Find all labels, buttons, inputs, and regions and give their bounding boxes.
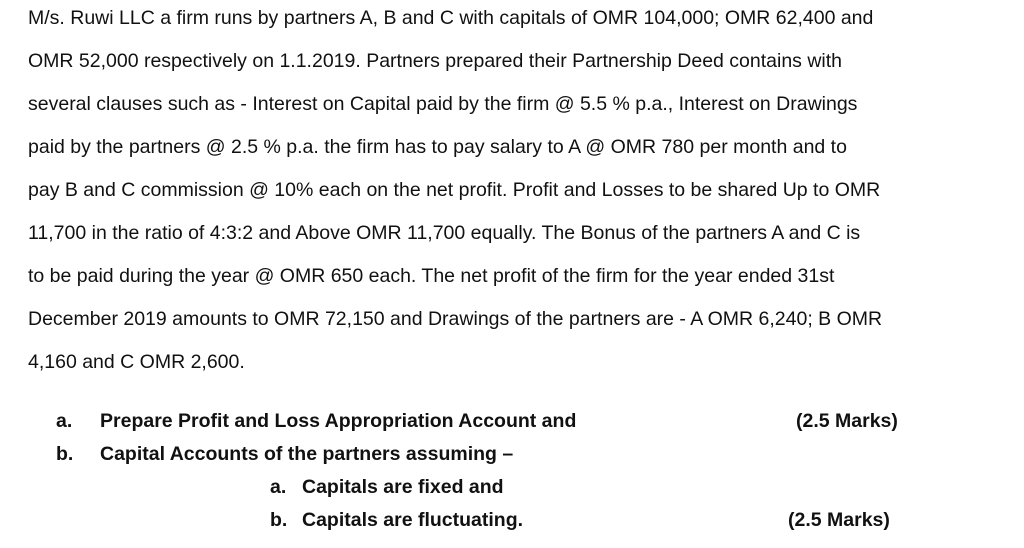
question-b-marks: (2.5 Marks) <box>788 509 890 531</box>
paragraph-line: pay B and C commission @ 10% each on the net profit. Profit and Losses to be shared Up to OMR <box>28 179 881 201</box>
question-a-marker: a. <box>56 410 73 432</box>
question-b-marker: b. <box>56 443 74 465</box>
question-b-text: Capital Accounts of the partners assuming – <box>100 443 514 465</box>
paragraph-line: several clauses such as - Interest on Capital paid by the firm @ 5.5 % p.a., Interest on Drawings <box>28 93 858 115</box>
question-a-text: Prepare Profit and Loss Appropriation Account and <box>100 410 577 432</box>
paragraph-line: 11,700 in the ratio of 4:3:2 and Above OMR 11,700 equally. The Bonus of the partners A and C is <box>28 222 861 244</box>
sub-question-a-text: Capitals are fixed and <box>302 476 504 498</box>
sub-question-b-marker: b. <box>270 509 288 531</box>
paragraph-line: OMR 52,000 respectively on 1.1.2019. Partners prepared their Partnership Deed contains with <box>28 50 843 72</box>
sub-question-b-text: Capitals are fluctuating. <box>302 509 524 531</box>
paragraph-line: to be paid during the year @ OMR 650 each. The net profit of the firm for the year ended 31st <box>28 265 835 287</box>
paragraph-line: 4,160 and C OMR 2,600. <box>28 351 245 373</box>
question-a-marks: (2.5 Marks) <box>796 410 898 432</box>
sub-question-a-marker: a. <box>270 476 287 498</box>
paragraph-line: M/s. Ruwi LLC a firm runs by partners A, B and C with capitals of OMR 104,000; OMR 62,400 and <box>28 7 874 29</box>
paragraph-line: December 2019 amounts to OMR 72,150 and Drawings of the partners are - A OMR 6,240; B OMR <box>28 308 883 330</box>
paragraph-line: paid by the partners @ 2.5 % p.a. the firm has to pay salary to A @ OMR 780 per month and to <box>28 136 847 158</box>
